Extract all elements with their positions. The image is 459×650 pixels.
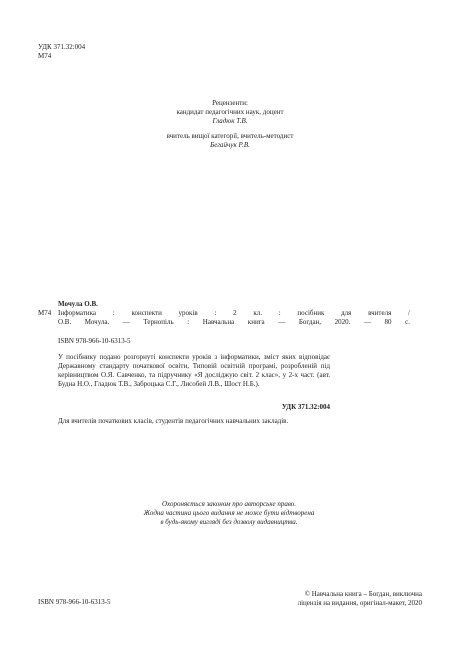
biblio-isbn: ISBN 978-966-10-6313-5 bbox=[58, 337, 131, 345]
biblio-author: Мочула О.В. bbox=[58, 300, 98, 308]
annotation-paragraph: У посібнику подано розгорнуті конспекти уроків з інформатики, зміст яких відповідає Державному стандарту початкової освіти, Типовій освітній програмі, розробленій під керівництвом О.Я. Савченко, та підручнику «Я досліджую світ. 2 клас», у 2-х част. (авт. Будна Н.О., Гладюк Т.В., Заброцька С.Г., Лисобей Л.В., Шост Н.Б.). bbox=[58, 353, 330, 389]
biblio-imprint-row bbox=[38, 318, 410, 327]
reviewer-2-title: вчитель вищої категорії, вчитель-методист bbox=[166, 132, 294, 141]
footer-isbn: ISBN 978-966-10-6313-5 bbox=[38, 598, 111, 606]
udc-code-bottom: УДК 371.32:004 bbox=[281, 403, 330, 411]
author-mark-top: М74 bbox=[38, 52, 52, 61]
copyright-warning-line-1: Охороняється законом про авторське право. bbox=[161, 500, 297, 508]
udc-code-top: УДК 371.32:004 bbox=[38, 43, 86, 51]
reviewer-2-name: Бегайчук Р.В. bbox=[210, 141, 250, 150]
bibliographic-record bbox=[38, 300, 410, 327]
publisher-line-2: ліцензія на видання, оригінал-макет, 2020 bbox=[297, 599, 422, 608]
biblio-author-row bbox=[38, 300, 410, 309]
reviewer-1-name: Гладюк Т.В. bbox=[212, 117, 248, 126]
audience-note: Для вчителів початкових класів, студентів педагогічних навчальних закладів. bbox=[58, 417, 289, 425]
biblio-author-mark: М74 bbox=[38, 309, 52, 318]
publisher-line-1: © Навчальна книга – Богдан, виключна bbox=[304, 590, 422, 598]
biblio-title-line: Інформатика : конспекти уроків : 2 кл. : посібник для вчителя / bbox=[58, 309, 410, 318]
reviewers-block bbox=[150, 99, 310, 150]
publisher-copyright bbox=[250, 590, 422, 608]
reviewers-heading: Рецензенти: bbox=[212, 99, 248, 107]
copyright-warning-line-3: в будь-якому вигляді без дозволу видавництва. bbox=[160, 518, 298, 527]
top-classification-codes bbox=[38, 43, 85, 61]
reviewer-1-title: кандидат педагогічних наук, доцент bbox=[176, 108, 284, 117]
copyright-warning-line-2: Жодна частина цього видання не може бути відтворена bbox=[143, 509, 315, 518]
biblio-title-row bbox=[38, 309, 410, 318]
copyright-warning bbox=[120, 500, 338, 527]
biblio-imprint-line: О.В. Мочула. — Тернопіль : Навчальна книга — Богдан, 2020. — 80 с. bbox=[58, 318, 410, 327]
